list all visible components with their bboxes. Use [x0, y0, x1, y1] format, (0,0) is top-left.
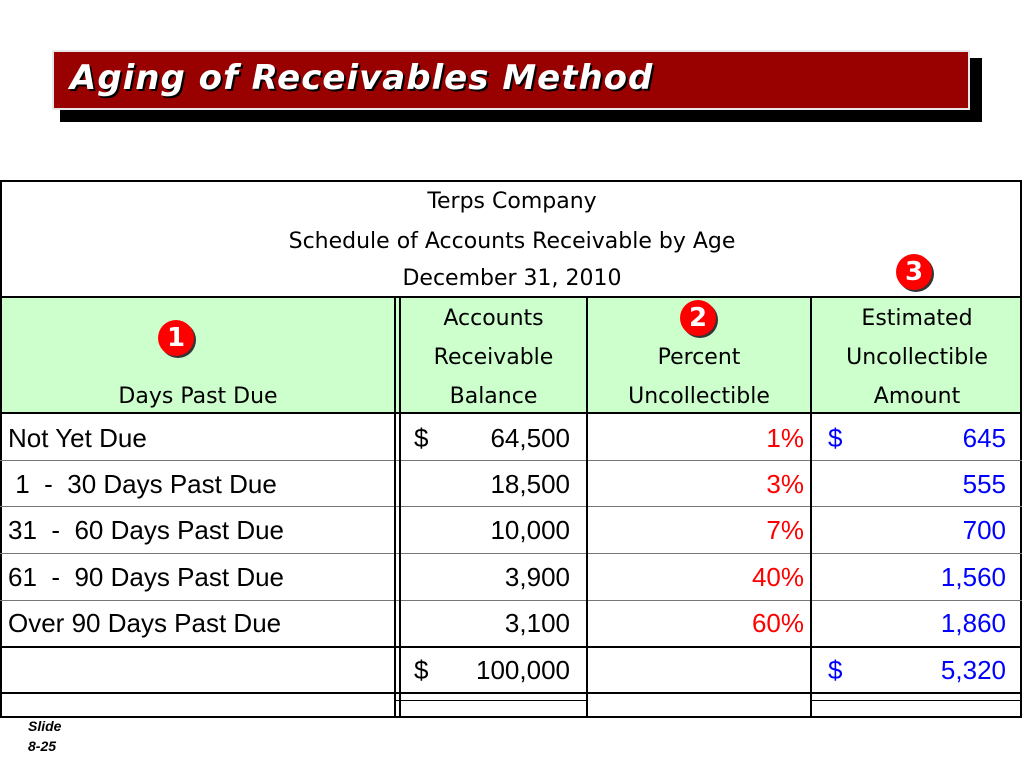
col-header-est-1: Estimated [861, 306, 973, 331]
divider-row-2 [0, 506, 1022, 507]
schedule-title: Schedule of Accounts Receivable by Age [288, 229, 736, 254]
percent-value: 7% [766, 515, 804, 545]
amount-value: 1,860 [940, 608, 1006, 638]
row-label: 31 - 60 Days Past Due [8, 515, 285, 545]
col-header-pct-2: Uncollectible [628, 384, 770, 409]
col-header-ar-2: Receivable [433, 345, 554, 370]
percent-value: 1% [766, 423, 804, 453]
col-header-ar-3: Balance [449, 384, 538, 409]
balance-value: 64,500 [490, 423, 570, 453]
balance-value: 3,900 [504, 562, 570, 592]
total-amount-dollar: $ [828, 655, 843, 685]
slide-number: 8-25 [28, 738, 57, 754]
table-row [0, 416, 1022, 460]
double-underline-balance [396, 700, 588, 701]
slide-label: Slide [28, 718, 62, 734]
balance-value: 18,500 [490, 469, 570, 499]
amount-value: 645 [962, 423, 1006, 453]
divider-header-top [0, 296, 1022, 298]
col-header-est-3: Amount [873, 384, 961, 409]
slide-title: Aging of Receivables Method [70, 58, 654, 98]
col-header-days: Days Past Due [118, 384, 278, 409]
divider-row-3 [0, 553, 1022, 554]
balance-value: 3,100 [504, 608, 570, 638]
percent-value: 3% [766, 469, 804, 499]
row-label: Not Yet Due [8, 423, 147, 453]
total-row [0, 648, 1022, 692]
company-name: Terps Company [427, 189, 597, 214]
marker-two-icon: 2 [680, 300, 716, 336]
balance-value: 10,000 [490, 515, 570, 545]
amount-dollar: $ [828, 423, 843, 453]
total-amount-value: 5,320 [940, 655, 1006, 685]
title-banner [52, 50, 970, 110]
total-balance-dollar: $ [414, 655, 429, 685]
table-row [0, 462, 1022, 506]
divider-total-bottom [0, 692, 1022, 694]
double-underline-amount [812, 700, 1022, 701]
percent-value: 60% [751, 608, 804, 638]
row-label: 61 - 90 Days Past Due [8, 562, 285, 592]
table-row [0, 508, 1022, 552]
schedule-date: December 31, 2010 [402, 266, 622, 291]
total-balance-value: 100,000 [476, 655, 570, 685]
table-row [0, 555, 1022, 599]
amount-value: 700 [962, 515, 1006, 545]
marker-one-icon: 1 [158, 320, 194, 356]
row-label: Over 90 Days Past Due [8, 608, 282, 638]
percent-value: 40% [751, 562, 804, 592]
marker-three-icon: 3 [896, 254, 932, 290]
col-header-pct-1: Percent [657, 345, 741, 370]
amount-value: 555 [962, 469, 1006, 499]
divider-row-1 [0, 460, 1022, 461]
row-label: 1 - 30 Days Past Due [8, 469, 277, 499]
table-row [0, 601, 1022, 645]
balance-dollar: $ [414, 423, 429, 453]
col-header-est-2: Uncollectible [846, 345, 988, 370]
amount-value: 1,560 [940, 562, 1006, 592]
col-header-ar-1: Accounts [443, 306, 544, 331]
